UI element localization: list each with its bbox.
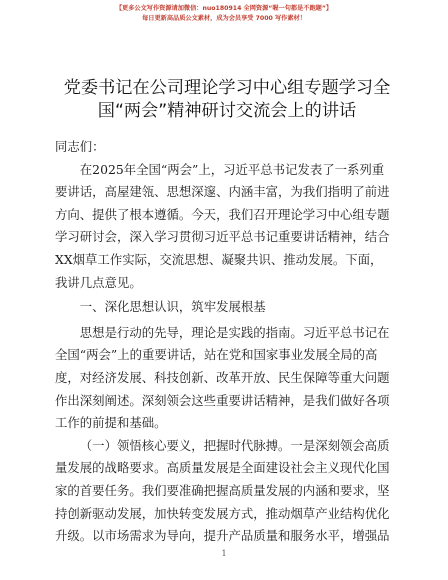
section1-paragraph-2: （一）领悟核心要义，把握时代脉搏。一是深刻领会高质量发展的战略要求。高质量发展是全面建设社会主义现代化国家的首要任务。我们要准确把握高质量发展的内涵和要求，坚持创新驱动发展，加快转变发展方式，推动烟草产业结构优化升级。以市场需求为导向，提升产品质量和服务水平，增强品 <box>55 437 390 544</box>
salutation: 同志们： <box>55 139 105 154</box>
promo-banner-line2: 每日更新高品质公文素材，成为会员享受 7000 写作素材！ <box>142 15 306 22</box>
promo-banner-line1: 【更多公文写作资源请加微信：nuo180914 全网资源“喔一句都是不跑题”】 <box>115 5 333 12</box>
section-heading-1: 一、深化思想认识，筑牢发展根基 <box>79 299 266 315</box>
page-number: 1 <box>221 549 227 558</box>
document-title: 党委书记在公司理论学习中心组专题学习全国“两会”精神研讨交流会上的讲话 <box>63 78 391 121</box>
intro-paragraph: 在2025年全国“两会”上，习近平总书记发表了一系列重要讲话，高屋建瓴、思想深邃、内涵丰富，为我们指明了前进方向、提供了根本遵循。今天，我们召开理论学习中心组专题学习研讨会，深入学习贯彻习近平总书记重要讲话精神，结合XX烟草工作实际，交流思想、凝聚共识、推动发展。下面，我讲几点意见。 <box>55 161 390 290</box>
section1-paragraph-1: 思想是行动的先导，理论是实践的指南。习近平总书记在全国“两会”上的重要讲话，站在党和国家事业发展全局的高度，对经济发展、科技创新、改革开放、民生保障等重大问题作出深刻阐述。深刻领会这些重要讲话精神，是我们做好各项工作的前提和基础。 <box>55 324 390 431</box>
promo-banner <box>0 4 448 24</box>
document-body <box>55 136 393 548</box>
